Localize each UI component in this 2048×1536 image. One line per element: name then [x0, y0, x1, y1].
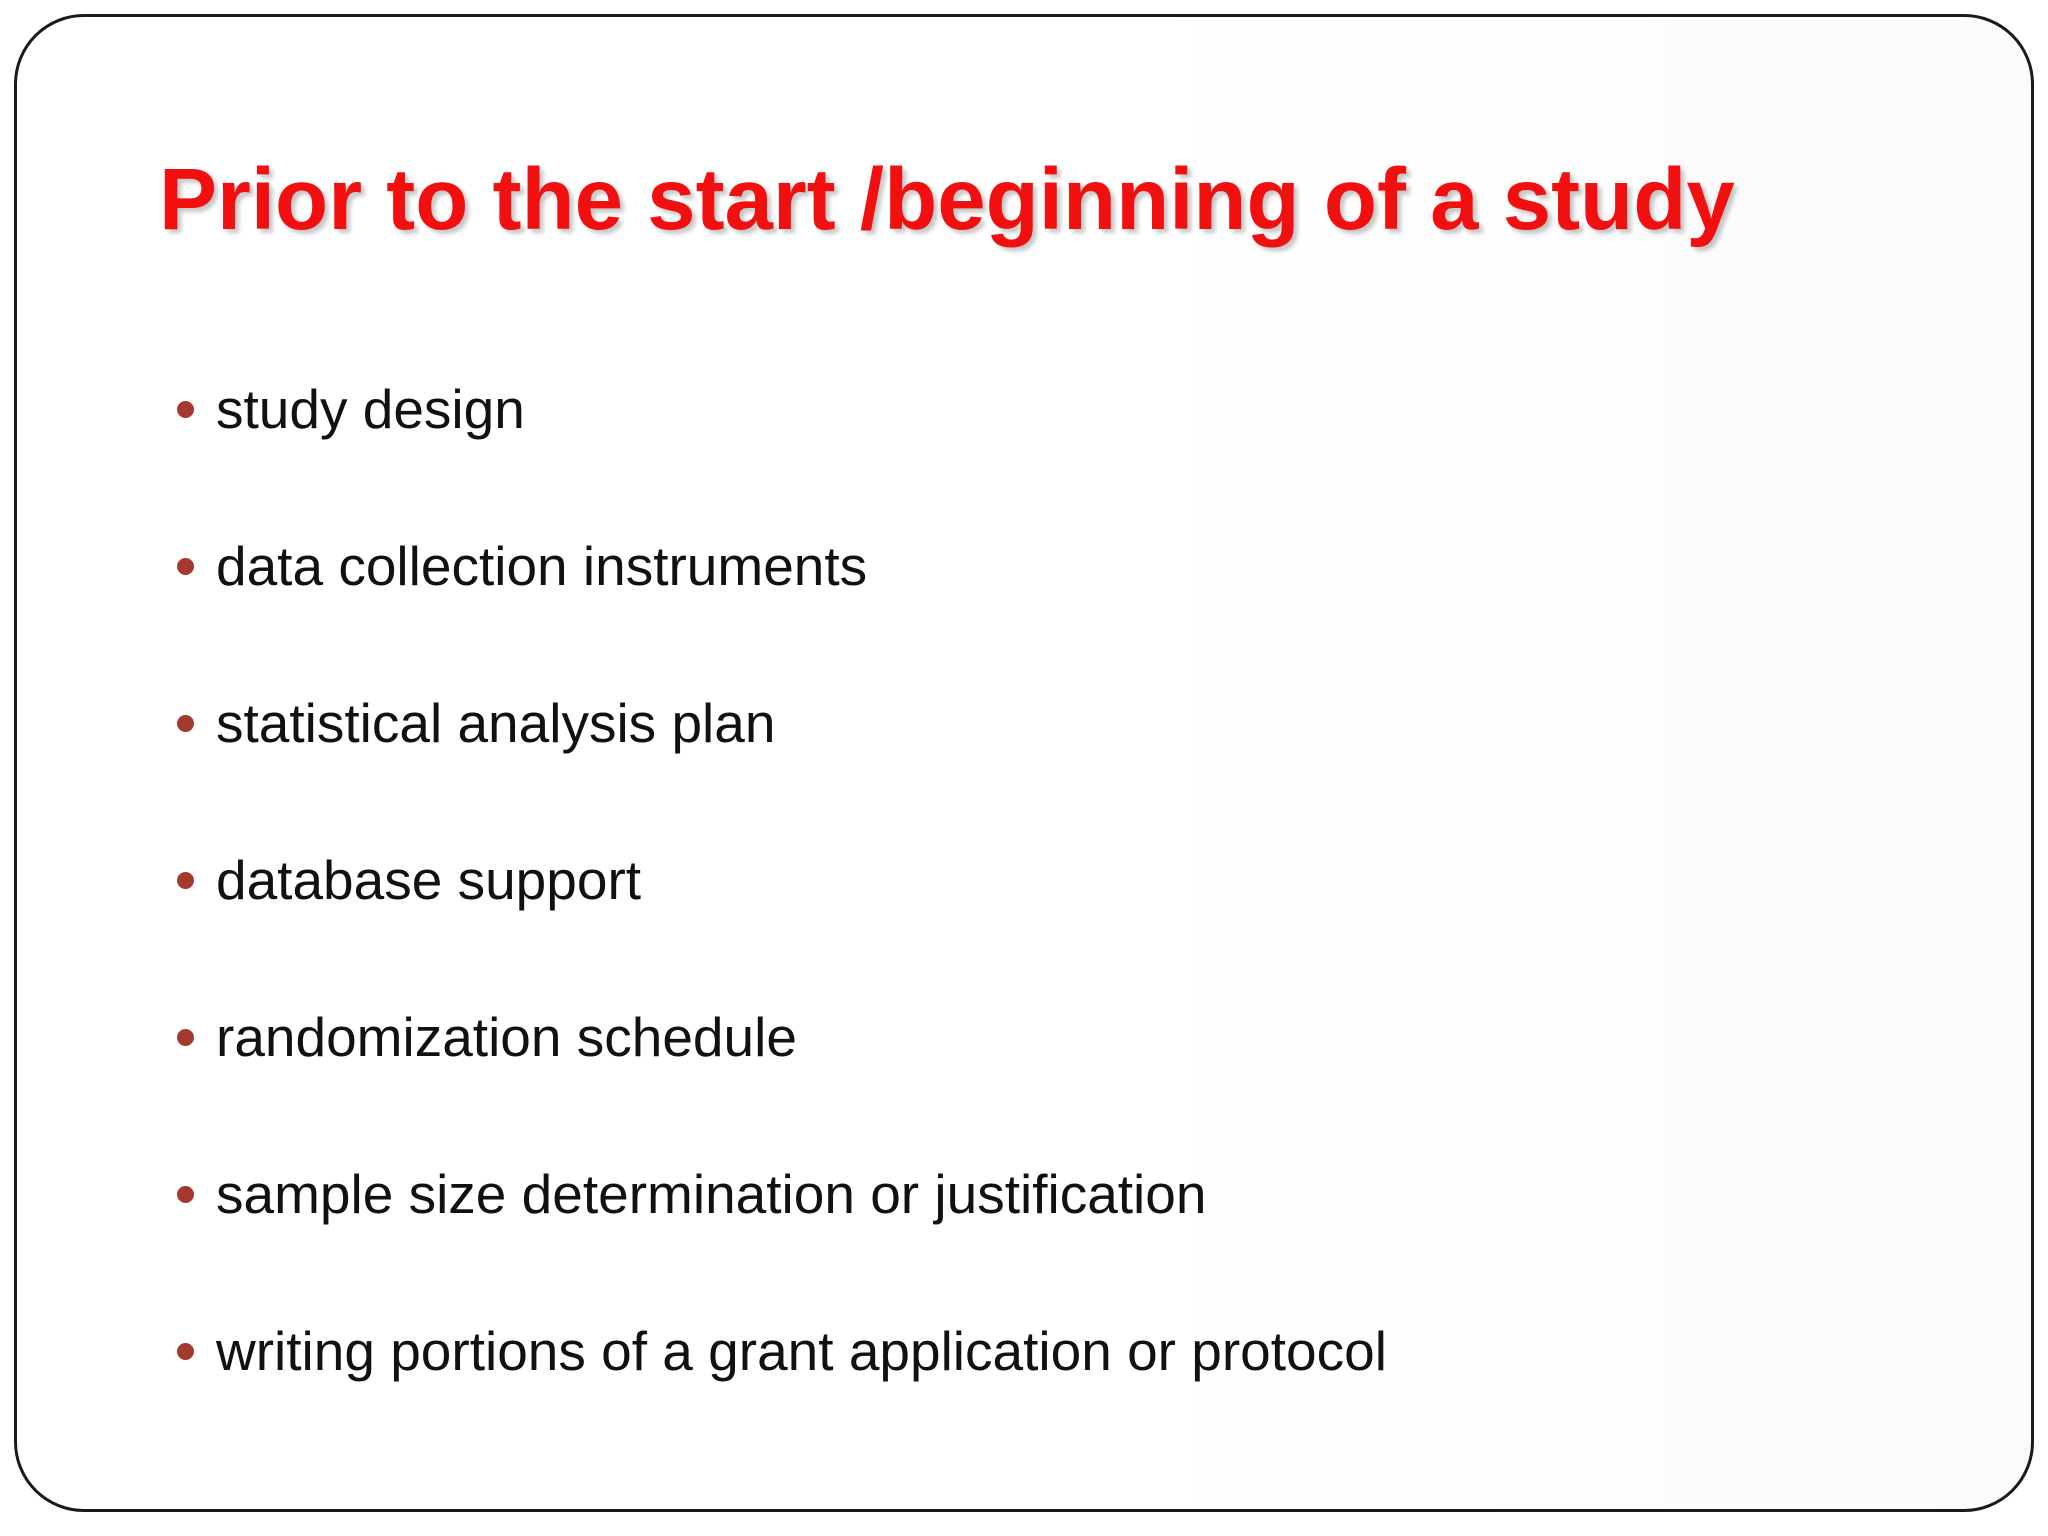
bullet-icon — [177, 1186, 194, 1203]
list-item — [177, 840, 1387, 997]
list-item — [177, 369, 1387, 526]
bullet-icon — [177, 1029, 194, 1046]
bullet-list — [177, 369, 1387, 1468]
bullet-icon — [177, 872, 194, 889]
bullet-icon — [177, 715, 194, 732]
bullet-text: sample size determination or justification — [216, 1163, 1207, 1225]
bullet-text: data collection instruments — [216, 535, 868, 597]
list-item — [177, 1154, 1387, 1311]
list-item — [177, 1311, 1387, 1468]
slide-title: Prior to the start /beginning of a study — [159, 151, 1735, 248]
bullet-icon — [177, 401, 194, 418]
bullet-icon — [177, 1343, 194, 1360]
slide-frame — [14, 14, 2034, 1512]
bullet-text: database support — [216, 849, 642, 911]
bullet-icon — [177, 558, 194, 575]
list-item — [177, 997, 1387, 1154]
bullet-text: study design — [216, 378, 525, 440]
bullet-text: statistical analysis plan — [216, 692, 776, 754]
list-item — [177, 683, 1387, 840]
bullet-text: writing portions of a grant application or protocol — [216, 1320, 1387, 1382]
list-item — [177, 526, 1387, 683]
bullet-text: randomization schedule — [216, 1006, 797, 1068]
